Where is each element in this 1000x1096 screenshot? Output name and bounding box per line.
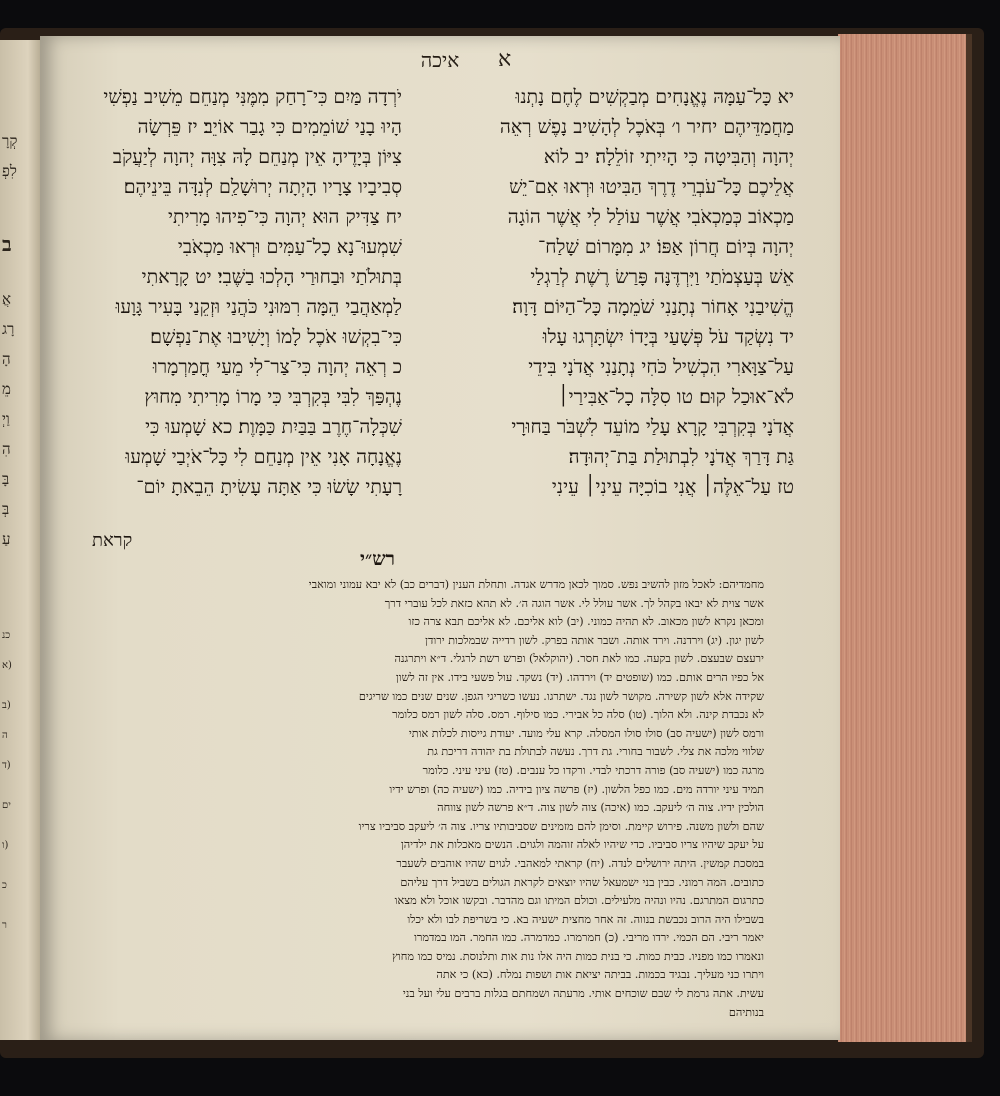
text-line: יְהוָה וְהַבִּיטָה כִּי הָיִיתִי זוֹלֵלָה׃ יב לוֹא (543, 146, 794, 168)
prev-page-fragment: (ב (2, 700, 11, 711)
text-line: יאמר ריבי. הם הכמי. ירדו מריבי. (כ) חמרמרו. כמדמרה. כמו החמר. המו במדמרו (414, 931, 764, 945)
text-line: שקידה אלא לשון קשירה. מקושר לשון נגד. ישתרגו. נעשו כשריגי הגפן. שנים שנים כמו שריגים (358, 689, 764, 703)
text-line: אשר צוית לא יבאו בקהל לך. אשר עולל לי. אשר הוגה ה׳. לא תהא כזאת לכל עוברי דרך (384, 596, 764, 610)
text-line: אֲדֹנָי בְּקִרְבִּי קָרָא עָלַי מוֹעֵד לִשְׁבֹּר בַּחוּרָי (511, 416, 794, 438)
left-text-column (52, 82, 402, 538)
prev-page-fragment: מֵ (2, 380, 11, 398)
catchword: קראת (92, 530, 133, 551)
text-line: עַל־צַוָּארִי הִכְשִׁיל כֹּחִי נְתָנַנִי אֲדֹנָי בִּידֵי (528, 356, 794, 378)
text-line: אֵשׁ בְּעַצְמֹתַי וַיִּרְדֶּנָּה פָּרַשׂ רֶשֶׁת לְרַגְלַי (530, 266, 794, 288)
text-line: יח צַדִּיק הוּא יְהוָה כִּי־פִיהוּ מָרִיתִי (168, 206, 402, 228)
prev-page-fragment: בְּ (2, 500, 10, 518)
text-line: יא כָּל־עַמָּהּ נֶאֱנָחִים מְבַקְשִׁים לֶחֶם נָתְנוּ (515, 86, 794, 108)
text-line: הָיוּ בָנַי שׁוֹמֵמִים כִּי גָבַר אוֹיֵב׃ יז פֵּרְשָׂה (137, 116, 402, 138)
text-line: מַחֲמַדֵּיהֶם יחיר ו׳ בְּאֹכֶל לְהָשִׁיב נָפֶשׁ רְאֵה (499, 116, 794, 138)
book-title: איכה (420, 48, 460, 72)
page-fore-edge (838, 34, 972, 1042)
text-line: אל כפיו הרים אותם. כמו (שופטים יד) וירדהו. (יד) נשקד. עול פשעי בידו. אין זה לשון (395, 670, 764, 684)
text-line: רָעָתִי שָׂשׂוּ כִּי אַתָּה עָשִׂיתָ הֵבֵאתָ יוֹם־ (136, 476, 402, 498)
right-text-column (444, 82, 794, 538)
prev-page-fragment: כנ (2, 630, 11, 641)
text-line: לֹא־אוּכַל קוּם׃ טו סִלָּה כָל־אַבִּירַי׀ (557, 386, 794, 408)
text-line: עשית. אתה גרמת לי שבם שוכחים אותי. מרעתה ושמחתם בגלות ברבים עלי ועל בני (402, 987, 764, 1001)
text-line: כ רְאֵה יְהוָה כִּי־צַר־לִי מֵעַי חֳמַרְמָרוּ (152, 356, 402, 378)
text-line: יֹרְדָה מַּיִם כִּי־רָחַק מִמֶּנִּי מְנַחֵם מֵשִׁיב נַפְשִׁי (103, 86, 402, 108)
text-line: במסכת קמשין. היתה ירושלים לנדה. (יח) קראתי למאהבי. לגוים שהיו אוהבים לשעבר (396, 856, 764, 870)
text-line: בְּתוּלֹתַי וּבַחוּרַי הָלְכוּ בַשֶּׁבִי׃ יט קָרָאתִי (141, 266, 402, 288)
text-line: שִׁמְעוּ־נָא כָל־עַמִּים וּרְאוּ מַכְאֹבִי (177, 236, 402, 258)
prev-page-fragment: בָּ (2, 470, 10, 488)
previous-page-edge (0, 40, 42, 1040)
text-line: יד נִשְׂקַד עֹל פְּשָׁעַי בְּיָדוֹ יִשְׂתָּרְגוּ עָלוּ (542, 326, 794, 348)
text-line: מחמדיהם: לאכל מזון להשיב נפש. סמוך לכאן מדרש אגדה. ותחלת הענין (דברים כב) לא יבא עמוני ומואבי (308, 578, 764, 591)
text-line: מרגה כמו (ישעיה סב) פורה דרכתי לבדי. ורקדו כל ענבים. (טז) עיני עיני. כלומר (422, 763, 764, 777)
text-line: ומכאן נקרא לשון מכאוב. לא תהיה כמוני. (יב) לוא אליכם. לא אליכם תבא צרה כזו (408, 615, 764, 629)
text-line: גַּת דָּרַךְ אֲדֹנָי לִבְתוּלַת בַּת־יְהוּדָה׃ (568, 446, 794, 468)
text-line: ונאמרו כמו מפניו. כבית כמות. כי בנית כמות היה אלו נות אות ותלנוסת. נמיס כמו מחוץ (392, 949, 764, 963)
text-line: תמיד עיני יורדה מים. כמו כפל הלשון. (יז) פרשה ציון בידיה. כמו (ישעיה כה) ופרש ידיו (389, 782, 764, 796)
prev-page-fragment: לִפְ (2, 162, 17, 180)
text-line: הולכין ידיו. צוה ה׳ ליעקב. כמו (איכה) צוה לשון צוה. ד״א פרשה לשון צווחה (437, 801, 764, 815)
text-line: לַמְאַהֲבַי הֵמָּה רִמּוּנִי כֹּהֲנַי וּזְקֵנַי בָּעִיר גָּוָעוּ (115, 296, 402, 318)
text-line: בשבילו היה הרוב נכבשת בנווה. זה אחר מחצית ישעיה בא. כי בשריפת לבו ולא יכלו (407, 912, 764, 926)
prev-page-fragment: ב (2, 232, 12, 256)
prev-page-fragment: כ (2, 880, 7, 891)
text-line: נֶהְפַּךְ לִבִּי בְּקִרְבִּי כִּי מָרוֹ מָרִיתִי מִחוּץ (144, 386, 402, 408)
prev-page-fragment: (א (2, 660, 12, 671)
text-line: על יעקב שיהיו צריו סביביו. כדי שיהיו לאלה זוהמה ולגוים. הנשים מאכלות את ילדיהן (400, 838, 764, 852)
text-line: הֱשִׁיבַנִי אָחוֹר נְתָנַנִי שֹׁמֵמָה כָּל־הַיּוֹם דָּוָה׃ (512, 296, 794, 318)
text-line: שִׁכְּלָה־חֶרֶב בַּבַּיִת כַּמָּוֶת׃ כא שָׁמְעוּ כִּי (145, 416, 402, 438)
commentary-block (44, 576, 764, 1019)
text-line: כתרגום המתרגם. נהיו ונהיה מלעילים. וכולם המיתו וגם מהדבר. ובקשו אוכל ולא מצאו (394, 894, 764, 908)
text-line: שלווי מלכה את צלי. לשבור בחורי. גת דרך. נעשה לבתולת בת יהודה דריכת גת (427, 745, 764, 759)
text-line: יְהוָה בְּיוֹם חֲרוֹן אַפּוֹ׃ יג מִמָּרוֹם שָׁלַח־ (538, 236, 794, 258)
text-line: לא נכבדת קינה. ולא הלוך. (טו) סלה כל אבירי. כמו סילוף. רמס. סלה לשון רמס כלומר (392, 708, 764, 722)
text-line: בנותיהם (728, 1005, 764, 1019)
prev-page-fragment: אֲ (2, 290, 12, 308)
prev-page-fragment: (ד (2, 760, 11, 771)
text-line: ירעצם שבעצם. לשון בקעה. כמו לאת חסר. (יהוקלאל) ופרש רשת לרגלי. ד״א ויתרגנה (394, 652, 764, 666)
text-line: ורמס לשון (ישעיה סב) סולו סולו המסלה. קרא עלי מועד. יעודת גייסות לכלות אותי (408, 726, 764, 740)
prev-page-fragment: ים (2, 800, 11, 811)
commentary-title: רש״י (360, 548, 395, 570)
text-line: כִּי־בִקְשׁוּ אֹכֶל לָמוֹ וְיָשִׁיבוּ אֶת־נַפְשָׁם׃ (150, 326, 402, 348)
text-line: נֶאֱנָחָה אָנִי אֵין מְנַחֵם לִי כָּל־אֹיְבַי שָׁמְעוּ (125, 446, 402, 468)
prev-page-fragment: קְרָ (2, 132, 18, 150)
prev-page-fragment: עַ (2, 530, 11, 548)
text-line: צִיּוֹן בְּיָדֶיהָ אֵין מְנַחֵם לָהּ צִוָּה יְהוָה לְיַעֲקֹב (112, 146, 402, 168)
text-line: מַכְאוֹב כְּמַכְאֹבִי אֲשֶׁר עוֹלַל לִי אֲשֶׁר הוֹגָה (507, 206, 794, 228)
text-line: לשון יגון. (יג) וירדנה. וירד אותה. ושבר אותה בפרק. לשון רדייה שבמלכות ירודן (425, 633, 764, 647)
text-line: ויתרו כני מעליך. נבגיד בכמות. בביתה יציאת אות ושפות נמלח. (כא) כי אתה (436, 968, 764, 982)
prev-page-fragment: ה (2, 730, 8, 741)
prev-page-fragment: וַיְ (2, 410, 10, 428)
text-line: טז עַל־אֵלֶּה׀ אֲנִי בוֹכִיָּה עֵינִי׀ עֵינִי (551, 476, 794, 498)
prev-page-fragment: (ו (2, 840, 9, 851)
prev-page-fragment: הִ (2, 440, 11, 458)
text-line: אֲלֵיכֶם כָּל־עֹבְרֵי דֶרֶךְ הַבִּיטוּ וּרְאוּ אִם־יֵשׁ (509, 176, 794, 198)
text-line: סְבִיבָיו צָרָיו הָיְתָה יְרוּשָׁלַ͏ִם לְנִדָּה בֵּינֵיהֶם׃ (123, 176, 402, 198)
text-line: שהם ולשון משנה. פירוש קיימת. וסימן להם מזמינים שסביבותיו צריו. צוה ה׳ ליעקב סביביו צריו (358, 819, 764, 833)
chapter-number: א (498, 47, 512, 72)
text-line: כתובים. המה רמוני. כבין בני ישמעאל שהיו יוצאים לקראת הגולים בשביל דרך עליהם (400, 875, 764, 889)
prev-page-fragment: רָג (2, 320, 15, 338)
prev-page-fragment: ר (2, 920, 7, 931)
prev-page-fragment: הָ (2, 350, 11, 368)
